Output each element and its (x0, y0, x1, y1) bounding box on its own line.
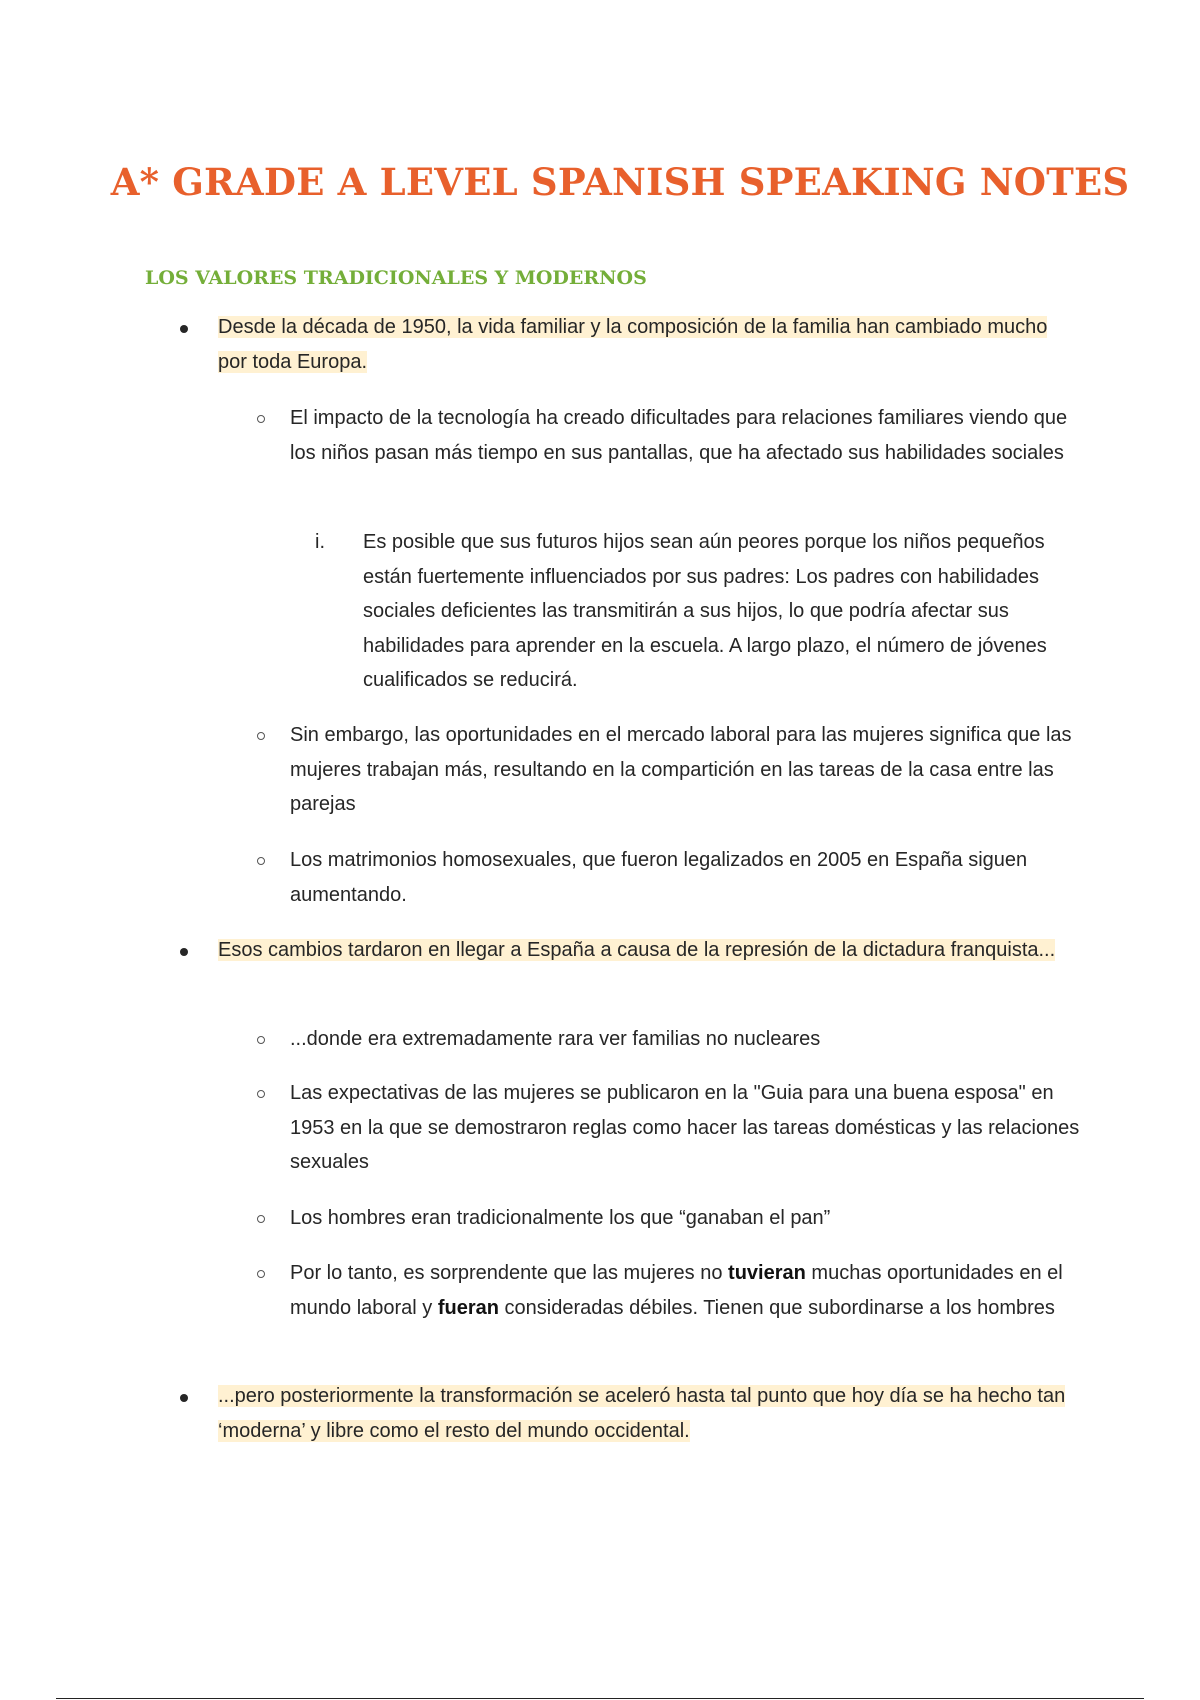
bullet-item (218, 933, 1058, 968)
circle-bullet-icon (257, 1270, 265, 1278)
sub-bullet-item (290, 1201, 1090, 1236)
sub-bullet-item (290, 1076, 1080, 1180)
sub-bullet-item (290, 401, 1080, 470)
sub-bullet-text: Las expectativas de las mujeres se publicaron en la "Guia para una buena esposa" en 1953 en la que se demostraron reglas como hacer las tareas domésticas y las relaciones sexuales (290, 1082, 1080, 1173)
circle-bullet-icon (257, 415, 265, 423)
sub-bullet-text: El impacto de la tecnología ha creado dificultades para relaciones familiares viendo que los niños pasan más tiempo en sus pantallas, que ha afectado sus habilidades sociales (290, 407, 1068, 464)
sub-bullet-item (290, 1022, 1090, 1057)
sub-bullet-text: Los matrimonios homosexuales, que fueron legalizados en 2005 en España siguen aumentando. (290, 849, 1028, 906)
bullet-dot-icon (180, 325, 188, 333)
numbered-sub-text: Es posible que sus futuros hijos sean aún peores porque los niños pequeños están fuertemente influenciados por sus padres: Los padres con habilidades sociales deficientes las transmitirán a sus hijos, lo que podría afectar sus habilidades para aprender en la escuela. A largo plazo, el número de jóvenes cualificados se reducirá. (363, 531, 1047, 691)
bullet-text: Esos cambios tardaron en llegar a España a causa de la represión de la dictadura franquista... (218, 939, 1056, 961)
sub-bullet-item (290, 718, 1090, 822)
sub-bullet-text: Sin embargo, las oportunidades en el mercado laboral para las mujeres significa que las mujeres trabajan más, resultando en la compartición en las tareas de la casa entre las parejas (290, 724, 1072, 815)
circle-bullet-icon (257, 1090, 265, 1098)
bullet-item (218, 310, 1078, 379)
numbered-sub-item (315, 525, 1088, 698)
bullet-text: ...pero posteriormente la transformación se aceleró hasta tal punto que hoy día se ha hecho tan ‘moderna’ y libre como el resto del mundo occidental. (218, 1385, 1066, 1442)
bullet-text: Desde la década de 1950, la vida familiar y la composición de la familia han cambiado mucho por toda Europa. (218, 316, 1048, 373)
sub-bullet-text: ...donde era extremadamente rara ver familias no nucleares (290, 1028, 821, 1050)
sub-bullet-item (290, 1256, 1090, 1325)
footer-divider (56, 1698, 1144, 1699)
circle-bullet-icon (257, 1215, 265, 1223)
bold-verb: tuvieran (728, 1262, 806, 1284)
bullet-dot-icon (180, 1394, 188, 1402)
circle-bullet-icon (257, 857, 265, 865)
document-title: A* GRADE A LEVEL SPANISH SPEAKING NOTES (110, 160, 1130, 204)
sub-bullet-text: Los hombres eran tradicionalmente los que “ganaban el pan” (290, 1207, 831, 1229)
bullet-dot-icon (180, 948, 188, 956)
section-heading: LOS VALORES TRADICIONALES Y MODERNOS (145, 267, 647, 289)
bullet-item (218, 1379, 1068, 1448)
circle-bullet-icon (257, 732, 265, 740)
circle-bullet-icon (257, 1036, 265, 1044)
sub-bullet-item (290, 843, 1065, 912)
roman-numeral-marker: i. (315, 531, 325, 553)
bold-verb: fueran (437, 1296, 499, 1319)
sub-bullet-text: Por lo tanto, es sorprendente que las mujeres no tuvieran muchas oportunidades en el mundo laboral y fueran consideradas débiles. Tienen que subordinarse a los hombres (290, 1262, 1063, 1319)
